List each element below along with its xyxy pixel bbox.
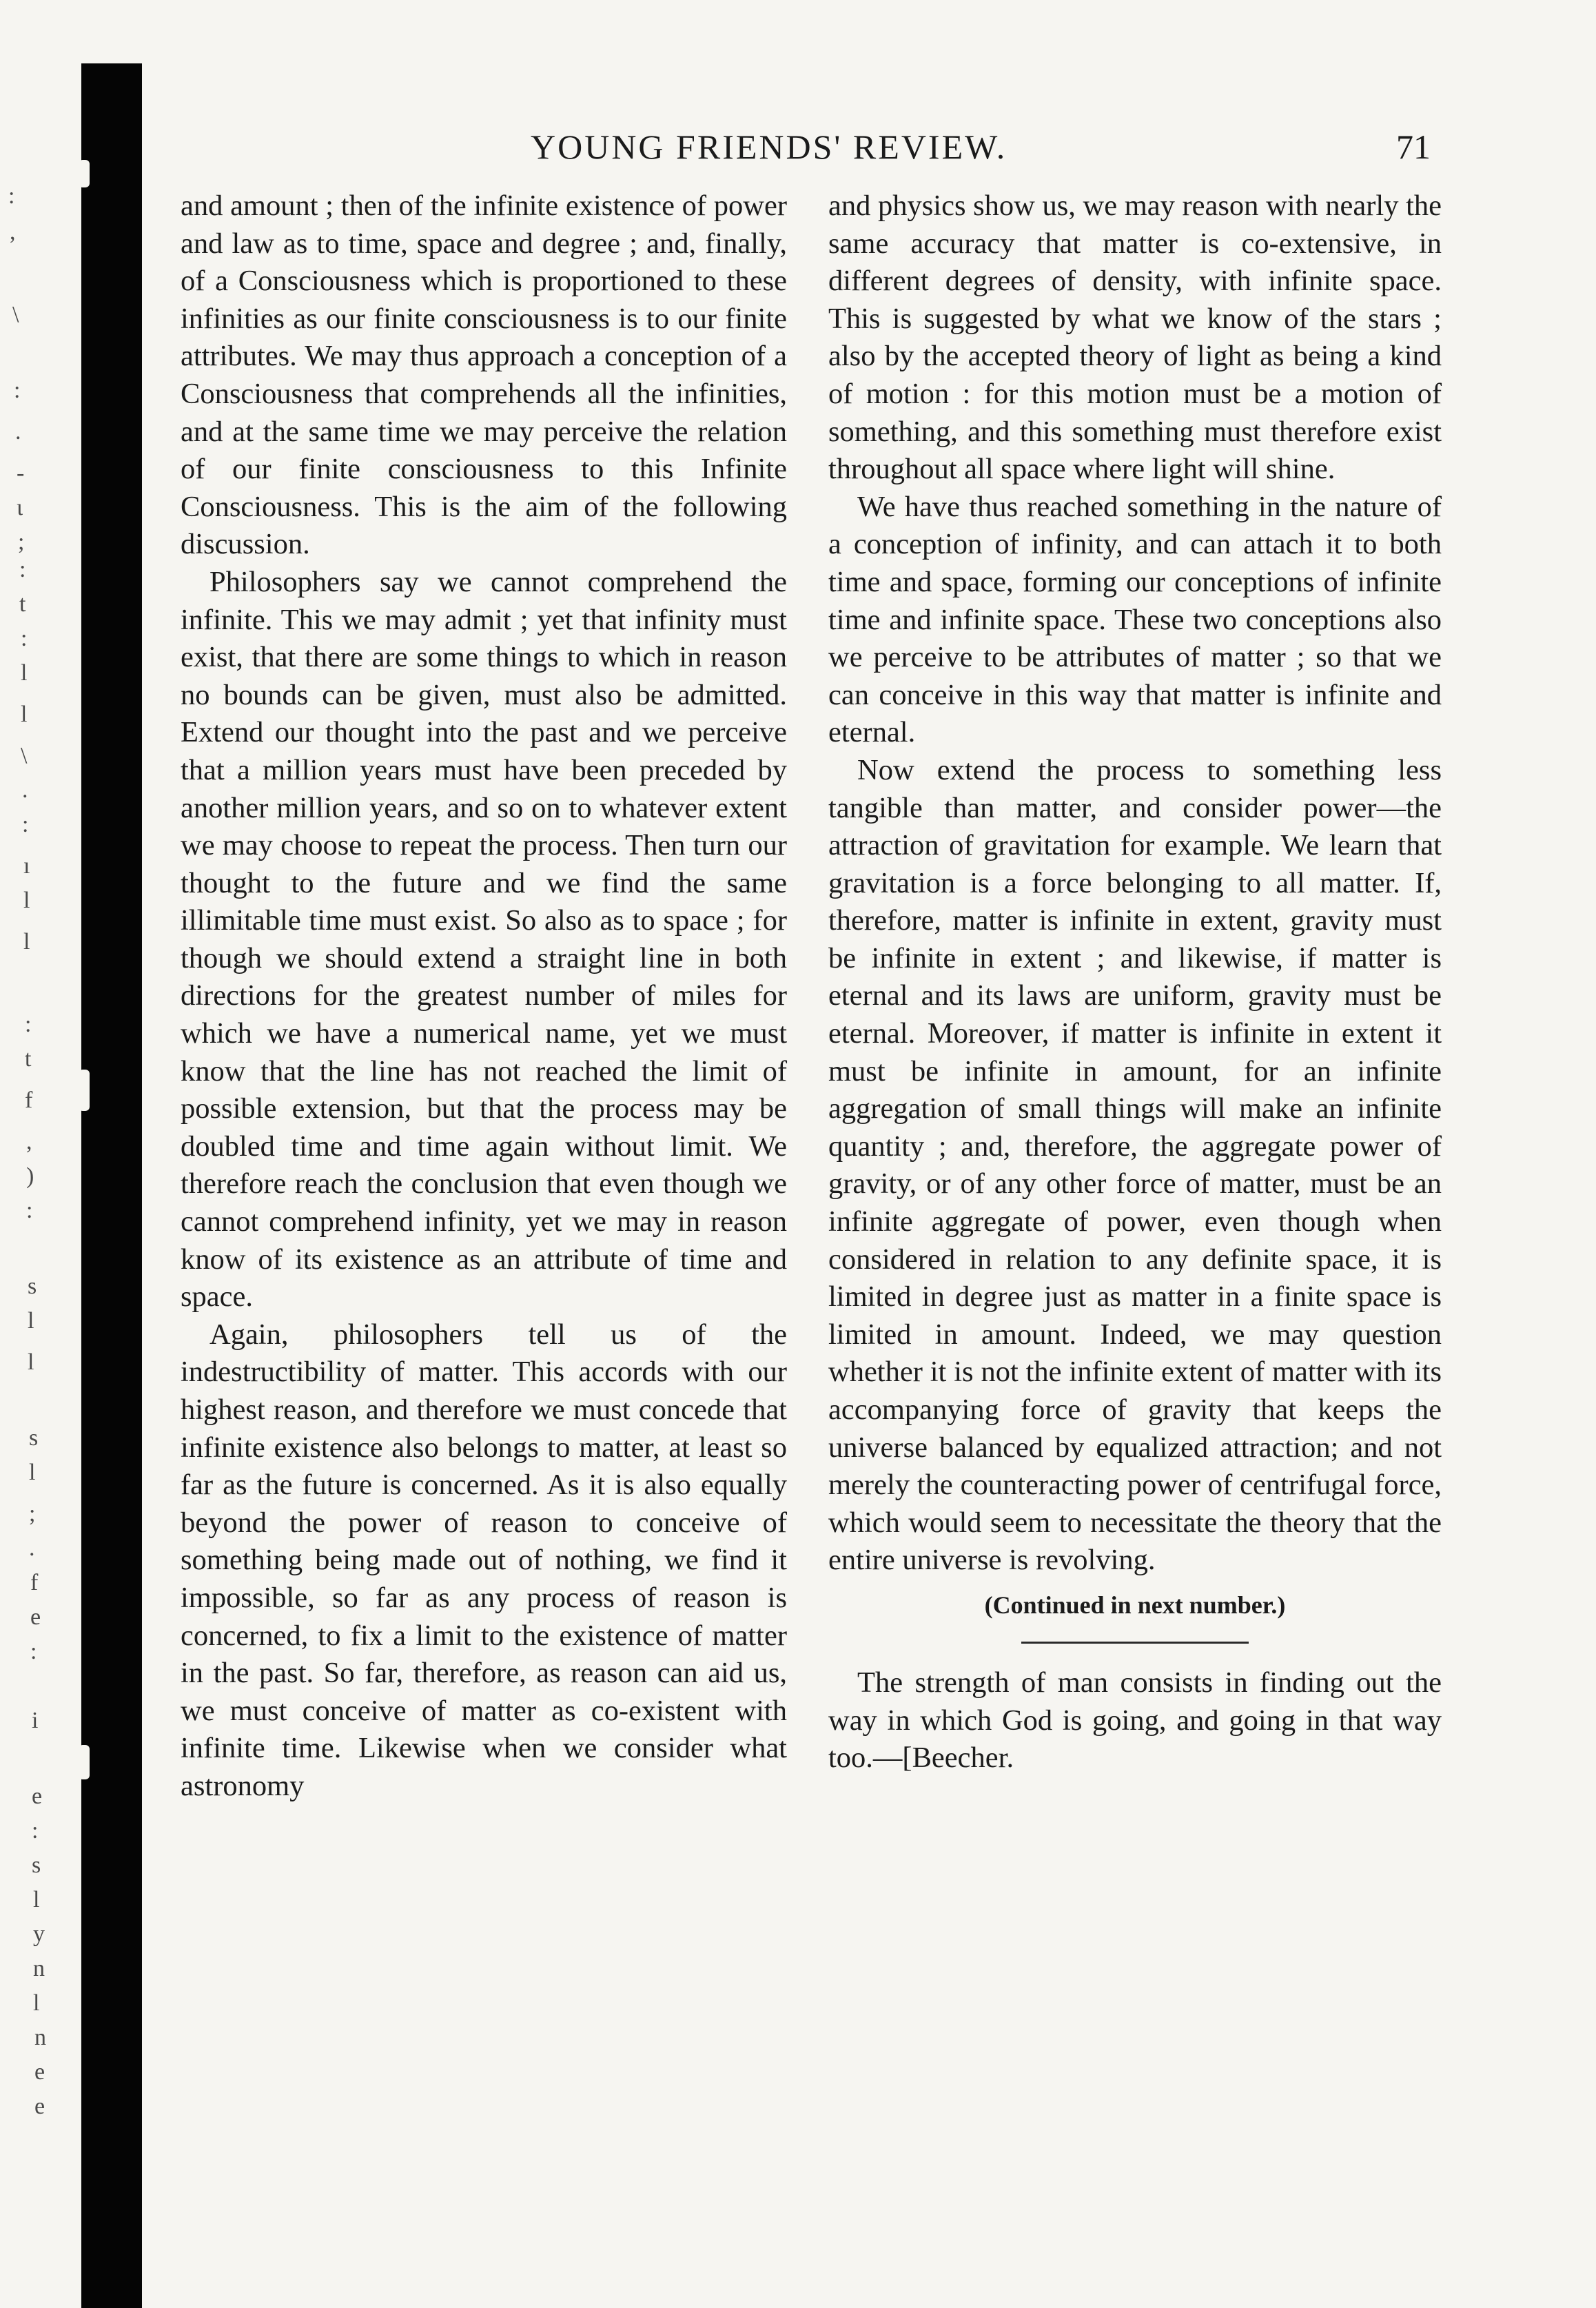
margin-fragment: i [32, 1708, 39, 1733]
margin-fragment: l [28, 1308, 34, 1334]
paragraph: Now extend the process to something less tangible than matter, and consider power—the attraction of gravitation for example. We learn that gravitation is a force belonging to all matter. If, therefore, matter is infinite in extent, gravity must be infinite in extent ; and likewise, if matter is eternal and its laws are uniform, gravity must be eternal. Moreover, if matter is infinite in extent it must be infinite in amount, for an infinite aggregation of small things will make an infinite quantity ; and, therefore, the aggregate power of gravity, or of any other force of matter, must be an infinite aggregate of power, even though when considered in relation to any definite space, it is limited in degree just as matter in a finite space is limited in amount. Indeed, we may question whether it is not the infinite extent of matter with its accompanying force of gravity that keeps the universe balanced by equalized attraction; and not merely the counteracting power of centrifugal force, which would seem to necessitate the theory that the entire universe is revolving. [828, 753, 1442, 1577]
paragraph: Again, philosophers tell us of the indestructibility of matter. This accords with our highest reason, and therefore we must concede that infinite existence also belongs to matter, at least so far as the future is concerned. As it is also equally beyond the power of reason to conceive of something being made out of nothing, we find it impossible, so far as any process of reason is concerned, to fix a limit to the existence of matter in the past. So far, therefore, as reason can aid us, we must conceive of matter as co-existent with infinite time. Likewise when we consider what astronomy [181, 1318, 787, 1802]
margin-fragment: ; [29, 1501, 36, 1526]
margin-fragment: . [29, 1535, 35, 1561]
margin-fragment: : [8, 183, 15, 209]
margin-fragment: e [30, 1604, 41, 1630]
page-number: 71 [1396, 127, 1431, 166]
right-column [828, 187, 1442, 1777]
section-divider [1021, 1642, 1249, 1644]
paragraph: and physics show us, we may reason with nearly the same accuracy that matter is co-extensive, in different degrees of density, with infinite space. This is suggested by what we know of the stars ; also by the accepted theory of light as being a kind of motion : for this motion must be a motion of something, and this something must therefore exist throughout all space where light will shine. [828, 190, 1442, 486]
paragraph: We have thus reached something in the nature of a conception of infinity, and can attach it to both time and space, forming our conceptions of infinite time and infinite space. These two conceptions also we perceive to be attributes of matter ; so that we can conceive in this way that matter is infinite and eternal. [828, 490, 1442, 749]
margin-fragment: l [23, 888, 30, 913]
paragraph: Philosophers say we cannot comprehend the infinite. This we may admit ; yet that infinity must exist, that there are some things to which in reason no bounds can be given, must also be admitted. Extend our thought into the past and we perceive that a million years must have been preceded by another million years, and so on to whatever extent we may choose to repeat the process. Then turn our thought to the future and we find the same illimitable time must exist. So also as to space ; for though we should extend a straight line in both directions for the greatest number of miles for which we have a numerical name, yet we must know that the line has not reached the limit of possible extension, but that the process may be doubled time and time again without limit. We therefore reach the conclusion that even though we cannot comprehend infinity, yet we may in reason know of its existence as an attribute of time and space. [181, 565, 787, 1314]
running-title: YOUNG FRIENDS' REVIEW. [531, 127, 1007, 166]
margin-fragment: : [14, 378, 21, 403]
margin-fragment: e [34, 2094, 45, 2119]
margin-fragment: : [22, 812, 29, 837]
margin-fragment: : [19, 557, 26, 582]
margin-fragment: n [33, 1956, 45, 1981]
margin-fragment: . [22, 777, 28, 803]
margin-fragments [0, 172, 81, 2119]
margin-fragment: l [33, 1990, 40, 2016]
paragraph: and amount ; then of the infinite existence of power and law as to time, space and degree ; and, finally, of a Consciousness which is proportioned to these infinities as our finite consciousness is to our finite attributes. We may thus approach a conception of a Consciousness that comprehends all the infinities, and at the same time we may perceive the relation of our finite consciousness to this Infinite Consciousness. This is the aim of the following discussion. [181, 190, 787, 561]
margin-fragment: ι [17, 495, 23, 520]
margin-fragment: f [30, 1570, 39, 1595]
margin-fragment: s [32, 1852, 41, 1878]
margin-fragment: \ [21, 743, 28, 768]
page-header [0, 123, 1596, 171]
margin-fragment: ı [23, 853, 30, 879]
margin-fragment: l [23, 929, 30, 954]
margin-fragment: y [33, 1921, 45, 1947]
margin-fragment: l [21, 660, 28, 686]
margin-fragment: s [28, 1274, 37, 1299]
margin-fragment: l [29, 1460, 36, 1485]
margin-fragment: t [25, 1046, 32, 1072]
continued-note: (Continued in next number.) [984, 1591, 1286, 1619]
margin-fragment: . [15, 419, 21, 445]
margin-fragment: l [28, 1349, 34, 1375]
margin-fragment: : [26, 1198, 33, 1223]
margin-fragment: t [19, 591, 26, 617]
margin-fragment: : [21, 626, 28, 651]
binding-edge [81, 63, 142, 2308]
margin-fragment: ) [26, 1163, 34, 1189]
margin-fragment: f [25, 1087, 33, 1113]
margin-fragment: e [32, 1784, 43, 1809]
margin-fragment: l [21, 702, 28, 727]
margin-fragment: - [17, 460, 25, 486]
margin-fragment: s [29, 1425, 39, 1451]
margin-fragment: ; [18, 529, 25, 555]
margin-fragment: \ [12, 302, 19, 327]
margin-fragment: : [32, 1818, 39, 1844]
margin-fragment: e [34, 2059, 45, 2085]
margin-fragment: , [10, 219, 16, 245]
margin-fragment: n [34, 2025, 46, 2050]
left-column [181, 187, 787, 1806]
margin-fragment: : [30, 1639, 37, 1664]
margin-fragment: , [26, 1129, 32, 1154]
margin-fragment: l [33, 1887, 40, 1912]
margin-fragment: : [25, 1012, 32, 1037]
closing-quote: The strength of man consists in finding out the way in which God is going, and going in that way too.—[Beecher. [828, 1666, 1442, 1775]
